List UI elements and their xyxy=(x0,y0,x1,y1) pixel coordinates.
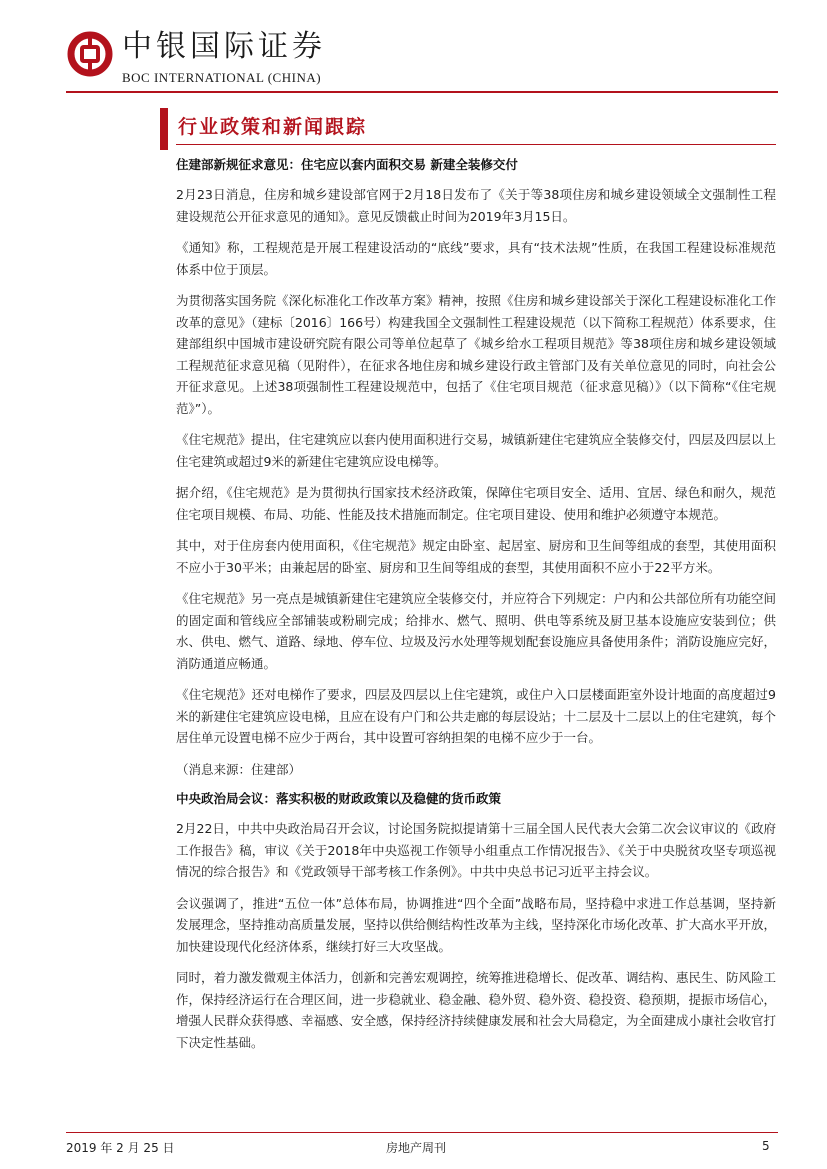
footer-publication: 房地产周刊 xyxy=(386,1141,447,1155)
boc-coin-logo-icon xyxy=(66,30,114,78)
footer-date: 2019 年 2 月 25 日 xyxy=(66,1141,175,1155)
paragraph: 《住宅规范》另一亮点是城镇新建住宅建筑应全装修交付，并应符合下列规定：户内和公共部位所有功能空间的固定面和管线应全部铺装或粉刷完成；给排水、燃气、照明、供电等系统及厨卫基本设施应安装到位；供水、供电、燃气、道路、绿地、停车位、垃圾及污水处理等规划配套设施应具备使用条件；消防设施应完好，消防通道应畅通。 xyxy=(176,591,777,671)
paragraph: 同时，着力激发微观主体活力，创新和完善宏观调控，统筹推进稳增长、促改革、调结构、惠民生、防风险工作，保持经济运行在合理区间，进一步稳就业、稳金融、稳外贸、稳外资、稳投资、稳预期，提振市场信心，增强人民群众获得感、幸福感、安全感，保持经济持续健康发展和社会大局稳定，为全面建成小康社会收官打下决定性基础。 xyxy=(176,970,777,1050)
brand-name-en: BOC INTERNATIONAL (CHINA) xyxy=(122,70,322,85)
section-marker xyxy=(160,108,168,150)
paragraph: 据介绍，《住宅规范》是为贯彻执行国家技术经济政策，保障住宅项目安全、适用、宜居、绿色和耐久，规范住宅项目规模、布局、功能、性能及技术措施而制定。住宅项目建设、使用和维护必须遵守本规范。 xyxy=(176,485,776,522)
paragraph: 《住宅规范》提出，住宅建筑应以套内使用面积进行交易，城镇新建住宅建筑应全装修交付，四层及四层以上住宅建筑或超过9米的新建住宅建筑应设电梯等。 xyxy=(176,432,777,469)
page-number: 5 xyxy=(762,1139,770,1153)
article-heading: 中央政治局会议：落实积极的财政政策以及稳健的货币政策 xyxy=(176,791,502,806)
paragraph: 2月22日，中共中央政治局召开会议，讨论国务院拟提请第十三届全国人民代表大会第二次会议审议的《政府工作报告》稿，审议《关于2018年中央巡视工作领导小组重点工作情况报告》、《关于中央脱贫攻坚专项巡视情况的综合报告》和《党政领导干部考核工作条例》。中共中央总书记习近平主持会议。 xyxy=(176,821,776,879)
article-politburo-meeting xyxy=(176,790,776,1053)
section-divider xyxy=(176,144,776,145)
paragraph: 会议强调了，推进“五位一体”总体布局，协调推进“四个全面”战略布局，坚持稳中求进工作总基调，坚持新发展理念，坚持推动高质量发展，坚持以供给侧结构性改革为主线，坚持深化市场化改革、扩大高水平开放，加快建设现代化经济体系，继续打好三大攻坚战。 xyxy=(176,895,777,954)
paragraph: 《通知》称，工程规范是开展工程建设活动的“底线”要求，具有“技术法规”性质，在我国工程建设标准规范体系中位于顶层。 xyxy=(176,240,776,277)
article-housing-code xyxy=(176,156,776,780)
article-heading: 住建部新规征求意见：住宅应以套内面积交易 新建全装修交付 xyxy=(176,157,518,172)
brand-name-cn: 中银国际证券 xyxy=(122,29,326,64)
footer-divider xyxy=(66,1132,778,1133)
paragraph: 为贯彻落实国务院《深化标准化工作改革方案》精神，按照《住房和城乡建设部关于深化工程建设标准化工作改革的意见》（建标〔2016〕166号）构建我国全文强制性工程建设规范（以下简称工程规范）体系要求，住建部组织中国城市建设研究院有限公司等单位起草了《城乡给水工程项目规范》等38项住房和城乡建设领域工程规范征求意见稿（见附件），在征求各地住房和城乡建设行政主管部门及有关单位意见的同时，向社会公开征求意见。上述38项强制性工程建设规范中，包括了《住宅项目规范（征求意见稿）》（以下简称“《住宅规范》”）。 xyxy=(176,293,777,416)
section-title: 行业政策和新闻跟踪 xyxy=(178,116,368,138)
header-divider xyxy=(66,91,778,93)
paragraph: 《住宅规范》还对电梯作了要求，四层及四层以上住宅建筑，或住户入口层楼面距室外设计地面的高度超过9米的新建住宅建筑应设电梯，且应在设有户门和公共走廊的每层设站；十二层及十二层以上的住宅建筑，每个居住单元设置电梯不应少于两台，其中设置可容纳担架的电梯不应少于一台。 xyxy=(176,687,777,745)
news-source: （消息来源：住建部） xyxy=(176,761,302,777)
article-body xyxy=(176,156,776,1063)
paragraph: 其中，对于住房套内使用面积，《住宅规范》规定由卧室、起居室、厨房和卫生间等组成的套型，其使用面积不应小于30平米；由兼起居的卧室、厨房和卫生间等组成的套型，其使用面积不应小于22平方米。 xyxy=(176,538,776,575)
paragraph: 2月23日消息，住房和城乡建设部官网于2月18日发布了《关于等38项住房和城乡建设领域全文强制性工程建设规范公开征求意见的通知》。意见反馈截止时间为2019年3月15日。 xyxy=(176,187,776,224)
